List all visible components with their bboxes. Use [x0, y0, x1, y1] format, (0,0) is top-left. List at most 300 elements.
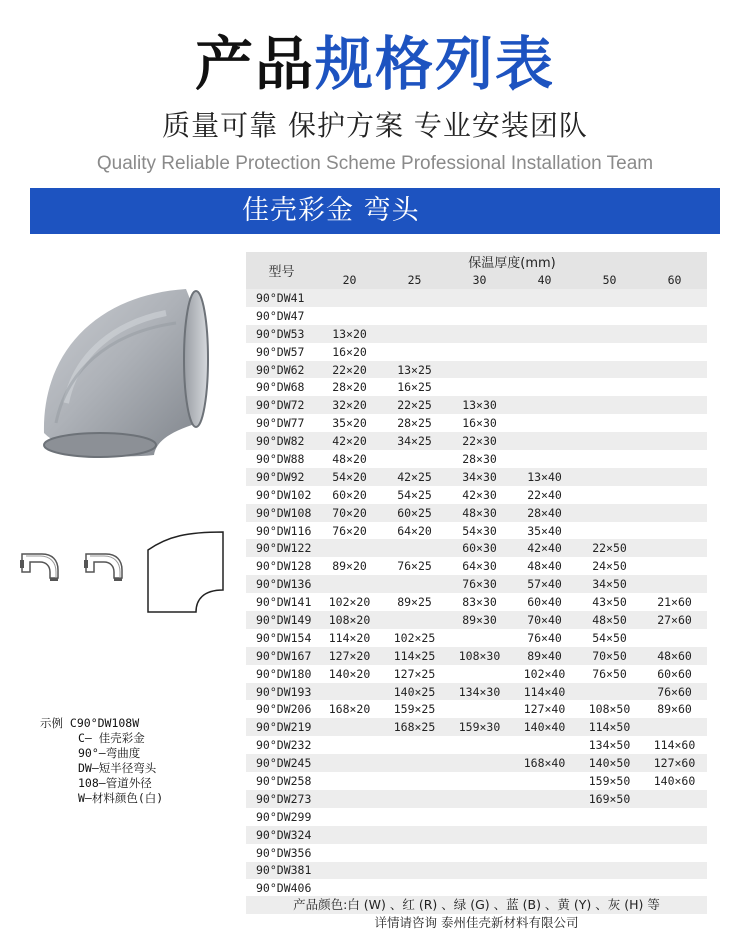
size-cell: [512, 736, 577, 754]
size-cell: [577, 378, 642, 396]
size-cell: [642, 575, 707, 593]
size-cell: 159×30: [447, 718, 512, 736]
model-cell: 90°DW356: [246, 844, 317, 862]
size-cell: 114×50: [577, 718, 642, 736]
size-cell: 108×50: [577, 700, 642, 718]
size-cell: 54×20: [317, 468, 382, 486]
product-banner: [30, 188, 720, 234]
size-cell: 60×25: [382, 504, 447, 522]
size-cell: 48×20: [317, 450, 382, 468]
size-cell: [642, 539, 707, 557]
size-cell: 22×40: [512, 486, 577, 504]
size-cell: [577, 844, 642, 862]
model-cell: 90°DW82: [246, 432, 317, 450]
size-cell: 13×40: [512, 468, 577, 486]
size-cell: [577, 683, 642, 701]
size-cell: [447, 862, 512, 880]
size-cell: [577, 343, 642, 361]
size-cell: 48×40: [512, 557, 577, 575]
model-cell: 90°DW219: [246, 718, 317, 736]
size-cell: 35×20: [317, 414, 382, 432]
thickness-column-header: 60: [642, 271, 707, 289]
model-cell: 90°DW88: [246, 450, 317, 468]
size-cell: 159×25: [382, 700, 447, 718]
table-row: [246, 629, 707, 647]
size-cell: [512, 307, 577, 325]
size-cell: [512, 862, 577, 880]
size-cell: [317, 575, 382, 593]
size-cell: 48×30: [447, 504, 512, 522]
size-cell: 54×50: [577, 629, 642, 647]
size-cell: [577, 361, 642, 379]
size-cell: [317, 826, 382, 844]
size-cell: 76×40: [512, 629, 577, 647]
size-cell: [642, 361, 707, 379]
size-cell: [512, 450, 577, 468]
table-row: [246, 718, 707, 736]
size-cell: 28×25: [382, 414, 447, 432]
model-cell: 90°DW72: [246, 396, 317, 414]
table-row: [246, 396, 707, 414]
table-row: [246, 754, 707, 772]
size-cell: [447, 700, 512, 718]
size-cell: [577, 307, 642, 325]
size-cell: [382, 611, 447, 629]
size-cell: [642, 486, 707, 504]
size-cell: [577, 289, 642, 307]
table-row: [246, 879, 707, 897]
size-cell: 70×20: [317, 504, 382, 522]
size-cell: 127×25: [382, 665, 447, 683]
size-cell: [317, 736, 382, 754]
thickness-column-header: 25: [382, 271, 447, 289]
model-cell: 90°DW141: [246, 593, 317, 611]
size-cell: 102×20: [317, 593, 382, 611]
size-cell: [512, 879, 577, 897]
size-cell: [642, 718, 707, 736]
size-cell: [447, 665, 512, 683]
size-cell: [642, 289, 707, 307]
thickness-column-header: 20: [317, 271, 382, 289]
size-cell: [642, 414, 707, 432]
size-cell: [382, 772, 447, 790]
size-cell: 70×50: [577, 647, 642, 665]
size-cell: 34×30: [447, 468, 512, 486]
size-cell: 60×60: [642, 665, 707, 683]
thickness-column-header: 50: [577, 271, 642, 289]
size-cell: 134×50: [577, 736, 642, 754]
size-cell: [317, 683, 382, 701]
size-cell: [447, 808, 512, 826]
model-cell: 90°DW149: [246, 611, 317, 629]
size-cell: [382, 307, 447, 325]
size-cell: [317, 754, 382, 772]
size-cell: [382, 826, 447, 844]
size-cell: 102×40: [512, 665, 577, 683]
size-cell: [447, 629, 512, 647]
size-cell: [577, 504, 642, 522]
size-cell: 114×20: [317, 629, 382, 647]
size-cell: 34×50: [577, 575, 642, 593]
size-cell: [447, 307, 512, 325]
size-cell: [512, 808, 577, 826]
table-row: [246, 343, 707, 361]
size-cell: [447, 736, 512, 754]
size-cell: [577, 522, 642, 540]
size-cell: 34×25: [382, 432, 447, 450]
model-cell: 90°DW154: [246, 629, 317, 647]
size-cell: 64×30: [447, 557, 512, 575]
model-cell: 90°DW62: [246, 361, 317, 379]
size-cell: [512, 378, 577, 396]
table-row: [246, 325, 707, 343]
model-example-line: W—材料颜色(白): [78, 791, 164, 805]
table-row: [246, 378, 707, 396]
size-cell: 60×20: [317, 486, 382, 504]
model-example-line: 108—管道外径: [78, 776, 152, 790]
size-cell: 28×30: [447, 450, 512, 468]
size-cell: [512, 361, 577, 379]
size-cell: 13×20: [317, 325, 382, 343]
size-cell: [642, 504, 707, 522]
size-cell: 76×30: [447, 575, 512, 593]
size-cell: [447, 826, 512, 844]
size-cell: [447, 754, 512, 772]
size-cell: [577, 808, 642, 826]
model-cell: 90°DW116: [246, 522, 317, 540]
contact-note: 详情请咨询 泰州佳壳新材料有限公司: [246, 914, 707, 932]
size-cell: 89×40: [512, 647, 577, 665]
model-cell: 90°DW53: [246, 325, 317, 343]
thickness-header: 保温厚度(mm): [317, 252, 707, 271]
table-row: [246, 361, 707, 379]
spec-table: [246, 252, 707, 897]
size-cell: [382, 325, 447, 343]
table-row: [246, 522, 707, 540]
size-cell: [382, 808, 447, 826]
spec-table-body: [246, 289, 707, 897]
size-cell: 76×50: [577, 665, 642, 683]
table-row: [246, 611, 707, 629]
model-example: [40, 716, 163, 806]
table-row: [246, 575, 707, 593]
model-cell: 90°DW232: [246, 736, 317, 754]
table-row: [246, 504, 707, 522]
size-cell: 42×25: [382, 468, 447, 486]
size-cell: [382, 539, 447, 557]
table-row: [246, 683, 707, 701]
size-cell: [642, 378, 707, 396]
size-cell: [512, 844, 577, 862]
table-row: [246, 772, 707, 790]
table-row: [246, 486, 707, 504]
size-cell: 140×20: [317, 665, 382, 683]
size-cell: [512, 325, 577, 343]
size-cell: 27×60: [642, 611, 707, 629]
model-cell: 90°DW136: [246, 575, 317, 593]
size-cell: [642, 522, 707, 540]
elbow-outline-icon: [84, 554, 122, 581]
size-cell: 102×25: [382, 629, 447, 647]
model-cell: 90°DW128: [246, 557, 317, 575]
size-cell: [317, 307, 382, 325]
size-cell: 16×25: [382, 378, 447, 396]
model-example-line: C— 佳壳彩金: [78, 731, 145, 745]
page-title-black: 产品: [194, 30, 315, 98]
size-cell: [447, 325, 512, 343]
size-cell: 89×25: [382, 593, 447, 611]
size-cell: [317, 844, 382, 862]
size-cell: 168×20: [317, 700, 382, 718]
size-cell: [382, 575, 447, 593]
size-cell: 28×20: [317, 378, 382, 396]
size-cell: 127×60: [642, 754, 707, 772]
size-cell: [317, 862, 382, 880]
model-cell: 90°DW299: [246, 808, 317, 826]
size-cell: [577, 450, 642, 468]
model-cell: 90°DW92: [246, 468, 317, 486]
size-cell: [577, 879, 642, 897]
model-cell: 90°DW108: [246, 504, 317, 522]
thickness-column-header: 30: [447, 271, 512, 289]
size-cell: 48×60: [642, 647, 707, 665]
model-cell: 90°DW47: [246, 307, 317, 325]
colors-note: 产品颜色:白 (W) 、红 (R) 、绿 (G) 、蓝 (B) 、黄 (Y) 、灰 (H) 等: [246, 896, 707, 914]
size-cell: [382, 450, 447, 468]
size-cell: [512, 826, 577, 844]
size-cell: [382, 289, 447, 307]
size-cell: 140×50: [577, 754, 642, 772]
size-cell: [642, 325, 707, 343]
table-row: [246, 665, 707, 683]
size-cell: 42×20: [317, 432, 382, 450]
table-row: [246, 539, 707, 557]
model-cell: 90°DW381: [246, 862, 317, 880]
size-cell: 35×40: [512, 522, 577, 540]
size-cell: [382, 844, 447, 862]
size-cell: 140×25: [382, 683, 447, 701]
size-cell: [447, 772, 512, 790]
size-cell: 22×50: [577, 539, 642, 557]
model-cell: 90°DW41: [246, 289, 317, 307]
size-cell: [577, 862, 642, 880]
table-row: [246, 808, 707, 826]
model-cell: 90°DW68: [246, 378, 317, 396]
size-cell: [512, 414, 577, 432]
model-cell: 90°DW193: [246, 683, 317, 701]
page-title: [0, 24, 750, 104]
size-cell: [382, 736, 447, 754]
thickness-column-header: 40: [512, 271, 577, 289]
size-cell: [642, 879, 707, 897]
size-cell: [642, 844, 707, 862]
model-cell: 90°DW102: [246, 486, 317, 504]
table-row: [246, 432, 707, 450]
size-cell: [447, 378, 512, 396]
size-cell: [447, 289, 512, 307]
size-cell: [317, 808, 382, 826]
size-cell: 32×20: [317, 396, 382, 414]
size-cell: [317, 790, 382, 808]
model-cell: 90°DW245: [246, 754, 317, 772]
elbow-outline-icon: [20, 554, 58, 581]
size-cell: 114×40: [512, 683, 577, 701]
size-cell: [512, 432, 577, 450]
size-cell: [577, 414, 642, 432]
size-cell: 159×50: [577, 772, 642, 790]
size-cell: 42×40: [512, 539, 577, 557]
table-row: [246, 468, 707, 486]
size-cell: [512, 396, 577, 414]
model-example-line: DW—短半径弯头: [78, 761, 157, 775]
size-cell: [382, 790, 447, 808]
size-cell: 89×30: [447, 611, 512, 629]
size-cell: [382, 343, 447, 361]
size-cell: 16×20: [317, 343, 382, 361]
size-cell: [642, 450, 707, 468]
size-cell: [577, 396, 642, 414]
table-row: [246, 700, 707, 718]
size-cell: [447, 790, 512, 808]
size-cell: 127×40: [512, 700, 577, 718]
page-title-blue: 规格列表: [315, 30, 556, 98]
size-cell: [317, 289, 382, 307]
model-cell: 90°DW273: [246, 790, 317, 808]
size-cell: [577, 826, 642, 844]
size-cell: [512, 343, 577, 361]
table-row: [246, 736, 707, 754]
size-cell: 134×30: [447, 683, 512, 701]
model-cell: 90°DW258: [246, 772, 317, 790]
size-cell: [642, 396, 707, 414]
model-cell: 90°DW206: [246, 700, 317, 718]
size-cell: 114×60: [642, 736, 707, 754]
size-cell: 22×30: [447, 432, 512, 450]
size-cell: 43×50: [577, 593, 642, 611]
size-cell: [317, 879, 382, 897]
model-column-header: 型号: [246, 252, 317, 289]
size-cell: [642, 808, 707, 826]
size-cell: 24×50: [577, 557, 642, 575]
size-cell: [317, 539, 382, 557]
size-cell: [317, 718, 382, 736]
table-row: [246, 647, 707, 665]
page-subtitle-english: Quality Reliable Protection Scheme Professional Installation Team: [96, 153, 654, 174]
table-row: [246, 289, 707, 307]
size-cell: [642, 557, 707, 575]
model-example-line: 90°—弯曲度: [78, 746, 141, 760]
size-cell: [512, 289, 577, 307]
size-cell: [577, 468, 642, 486]
elbow-product-photo: [36, 283, 228, 463]
size-cell: 64×20: [382, 522, 447, 540]
size-cell: [447, 361, 512, 379]
size-cell: 89×60: [642, 700, 707, 718]
table-row: [246, 414, 707, 432]
model-cell: 90°DW180: [246, 665, 317, 683]
size-cell: 42×30: [447, 486, 512, 504]
table-row: [246, 450, 707, 468]
elbow-diagrams: [18, 530, 228, 625]
size-cell: [382, 754, 447, 772]
table-row: [246, 826, 707, 844]
size-cell: [642, 307, 707, 325]
size-cell: 60×30: [447, 539, 512, 557]
size-cell: [577, 432, 642, 450]
page-subtitle: 质量可靠 保护方案 专业安装团队: [162, 109, 588, 142]
size-cell: 60×40: [512, 593, 577, 611]
size-cell: 13×25: [382, 361, 447, 379]
size-cell: 76×60: [642, 683, 707, 701]
table-row: [246, 557, 707, 575]
size-cell: [382, 879, 447, 897]
table-row: [246, 307, 707, 325]
model-cell: 90°DW57: [246, 343, 317, 361]
size-cell: 70×40: [512, 611, 577, 629]
size-cell: 169×50: [577, 790, 642, 808]
size-cell: [447, 844, 512, 862]
size-cell: [642, 432, 707, 450]
table-row: [246, 790, 707, 808]
size-cell: [512, 772, 577, 790]
size-cell: [382, 862, 447, 880]
size-cell: 16×30: [447, 414, 512, 432]
size-cell: 57×40: [512, 575, 577, 593]
size-cell: 48×50: [577, 611, 642, 629]
size-cell: 54×30: [447, 522, 512, 540]
size-cell: [447, 879, 512, 897]
size-cell: 22×25: [382, 396, 447, 414]
size-cell: [642, 468, 707, 486]
size-cell: [642, 629, 707, 647]
size-cell: [642, 790, 707, 808]
size-cell: [642, 343, 707, 361]
size-cell: [317, 772, 382, 790]
size-cell: 76×25: [382, 557, 447, 575]
size-cell: 114×25: [382, 647, 447, 665]
size-cell: 140×40: [512, 718, 577, 736]
size-cell: 168×40: [512, 754, 577, 772]
model-cell: 90°DW122: [246, 539, 317, 557]
model-cell: 90°DW406: [246, 879, 317, 897]
table-row: [246, 593, 707, 611]
size-cell: 54×25: [382, 486, 447, 504]
size-cell: [642, 826, 707, 844]
size-cell: 108×20: [317, 611, 382, 629]
size-cell: 13×30: [447, 396, 512, 414]
model-cell: 90°DW167: [246, 647, 317, 665]
model-example-title: 示例 C90°DW108W: [40, 716, 140, 730]
table-row: [246, 862, 707, 880]
size-cell: 28×40: [512, 504, 577, 522]
size-cell: 76×20: [317, 522, 382, 540]
size-cell: [577, 486, 642, 504]
size-cell: [447, 343, 512, 361]
size-cell: 89×20: [317, 557, 382, 575]
size-cell: 21×60: [642, 593, 707, 611]
table-row: [246, 844, 707, 862]
model-cell: 90°DW324: [246, 826, 317, 844]
model-cell: 90°DW77: [246, 414, 317, 432]
elbow-profile-drawing: [148, 532, 223, 612]
size-cell: [642, 862, 707, 880]
size-cell: 22×20: [317, 361, 382, 379]
product-banner-label: 佳壳彩金 弯头: [242, 195, 420, 226]
size-cell: 108×30: [447, 647, 512, 665]
size-cell: 140×60: [642, 772, 707, 790]
size-cell: 168×25: [382, 718, 447, 736]
size-cell: 83×30: [447, 593, 512, 611]
